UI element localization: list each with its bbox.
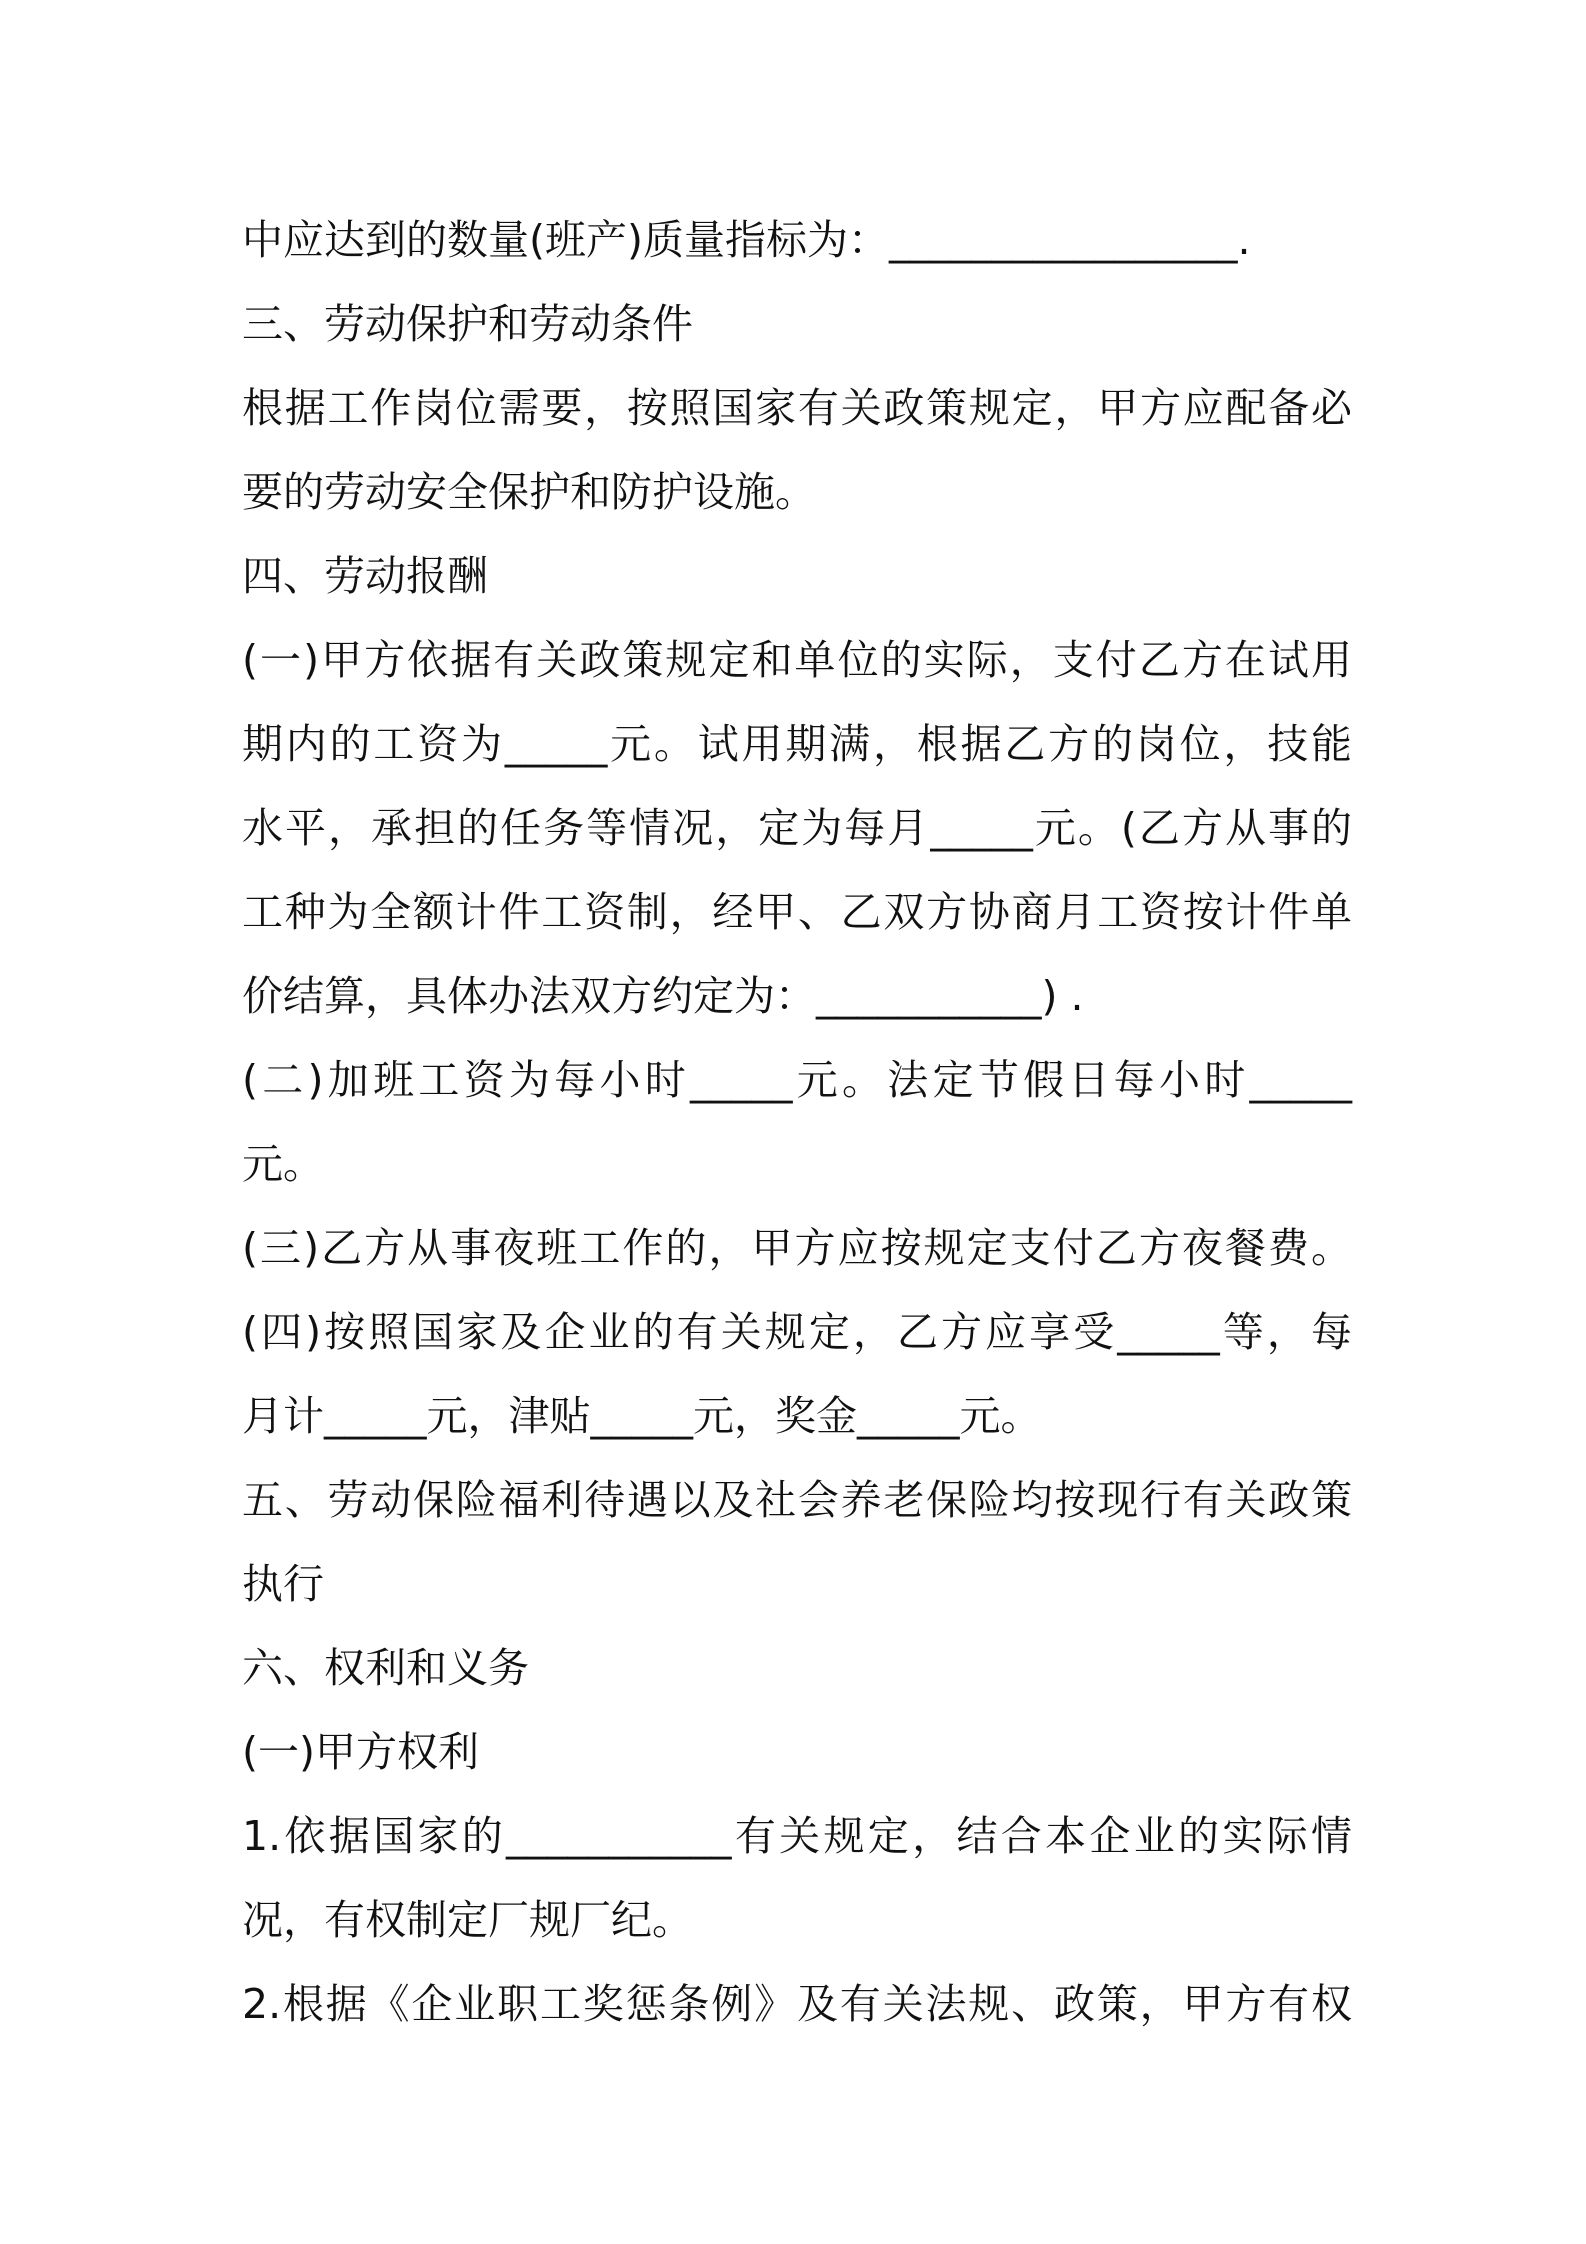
text-line: 价结算，具体办法双方约定为：___________) . [242, 972, 1084, 1020]
text-line: (一)甲方依据有关政策规定和单位的实际，支付乙方在试用 [242, 636, 1352, 684]
text-line: 水平，承担的任务等情况，定为每月_____元。(乙方从事的 [242, 804, 1352, 852]
text-line: 根据工作岗位需要，按照国家有关政策规定，甲方应配备必 [242, 384, 1352, 432]
section-heading-insurance: 五、劳动保险福利待遇以及社会养老保险均按现行有关政策 [242, 1476, 1352, 1524]
list-item: 1.依据国家的___________有关规定，结合本企业的实际情 [242, 1812, 1352, 1860]
text-line: 元。 [242, 1140, 324, 1188]
text-line: 执行 [242, 1560, 324, 1608]
text-line: 月计_____元，津贴_____元，奖金_____元。 [242, 1392, 1042, 1440]
text-line: 要的劳动安全保护和防护设施。 [242, 468, 816, 516]
text-line: 工种为全额计件工资制，经甲、乙双方协商月工资按计件单 [242, 888, 1352, 936]
text-line: (三)乙方从事夜班工作的，甲方应按规定支付乙方夜餐费。 [242, 1224, 1352, 1272]
subheading-party-a-rights: (一)甲方权利 [242, 1728, 479, 1776]
document-body [242, 198, 1352, 2046]
section-heading-labor-protection: 三、劳动保护和劳动条件 [242, 300, 693, 348]
text-line: 期内的工资为_____元。试用期满，根据乙方的岗位，技能 [242, 720, 1352, 768]
text-line-quota: 中应达到的数量(班产)质量指标为：_________________. [242, 216, 1251, 264]
section-heading-rights-duties: 六、权利和义务 [242, 1644, 529, 1692]
section-heading-remuneration: 四、劳动报酬 [242, 552, 488, 600]
text-line: (四)按照国家及企业的有关规定，乙方应享受_____等，每 [242, 1308, 1352, 1356]
list-item: 2.根据《企业职工奖惩条例》及有关法规、政策，甲方有权 [242, 1980, 1352, 2028]
text-line: 况，有权制定厂规厂纪。 [242, 1896, 693, 1944]
text-line: (二)加班工资为每小时_____元。法定节假日每小时_____ [242, 1056, 1352, 1104]
